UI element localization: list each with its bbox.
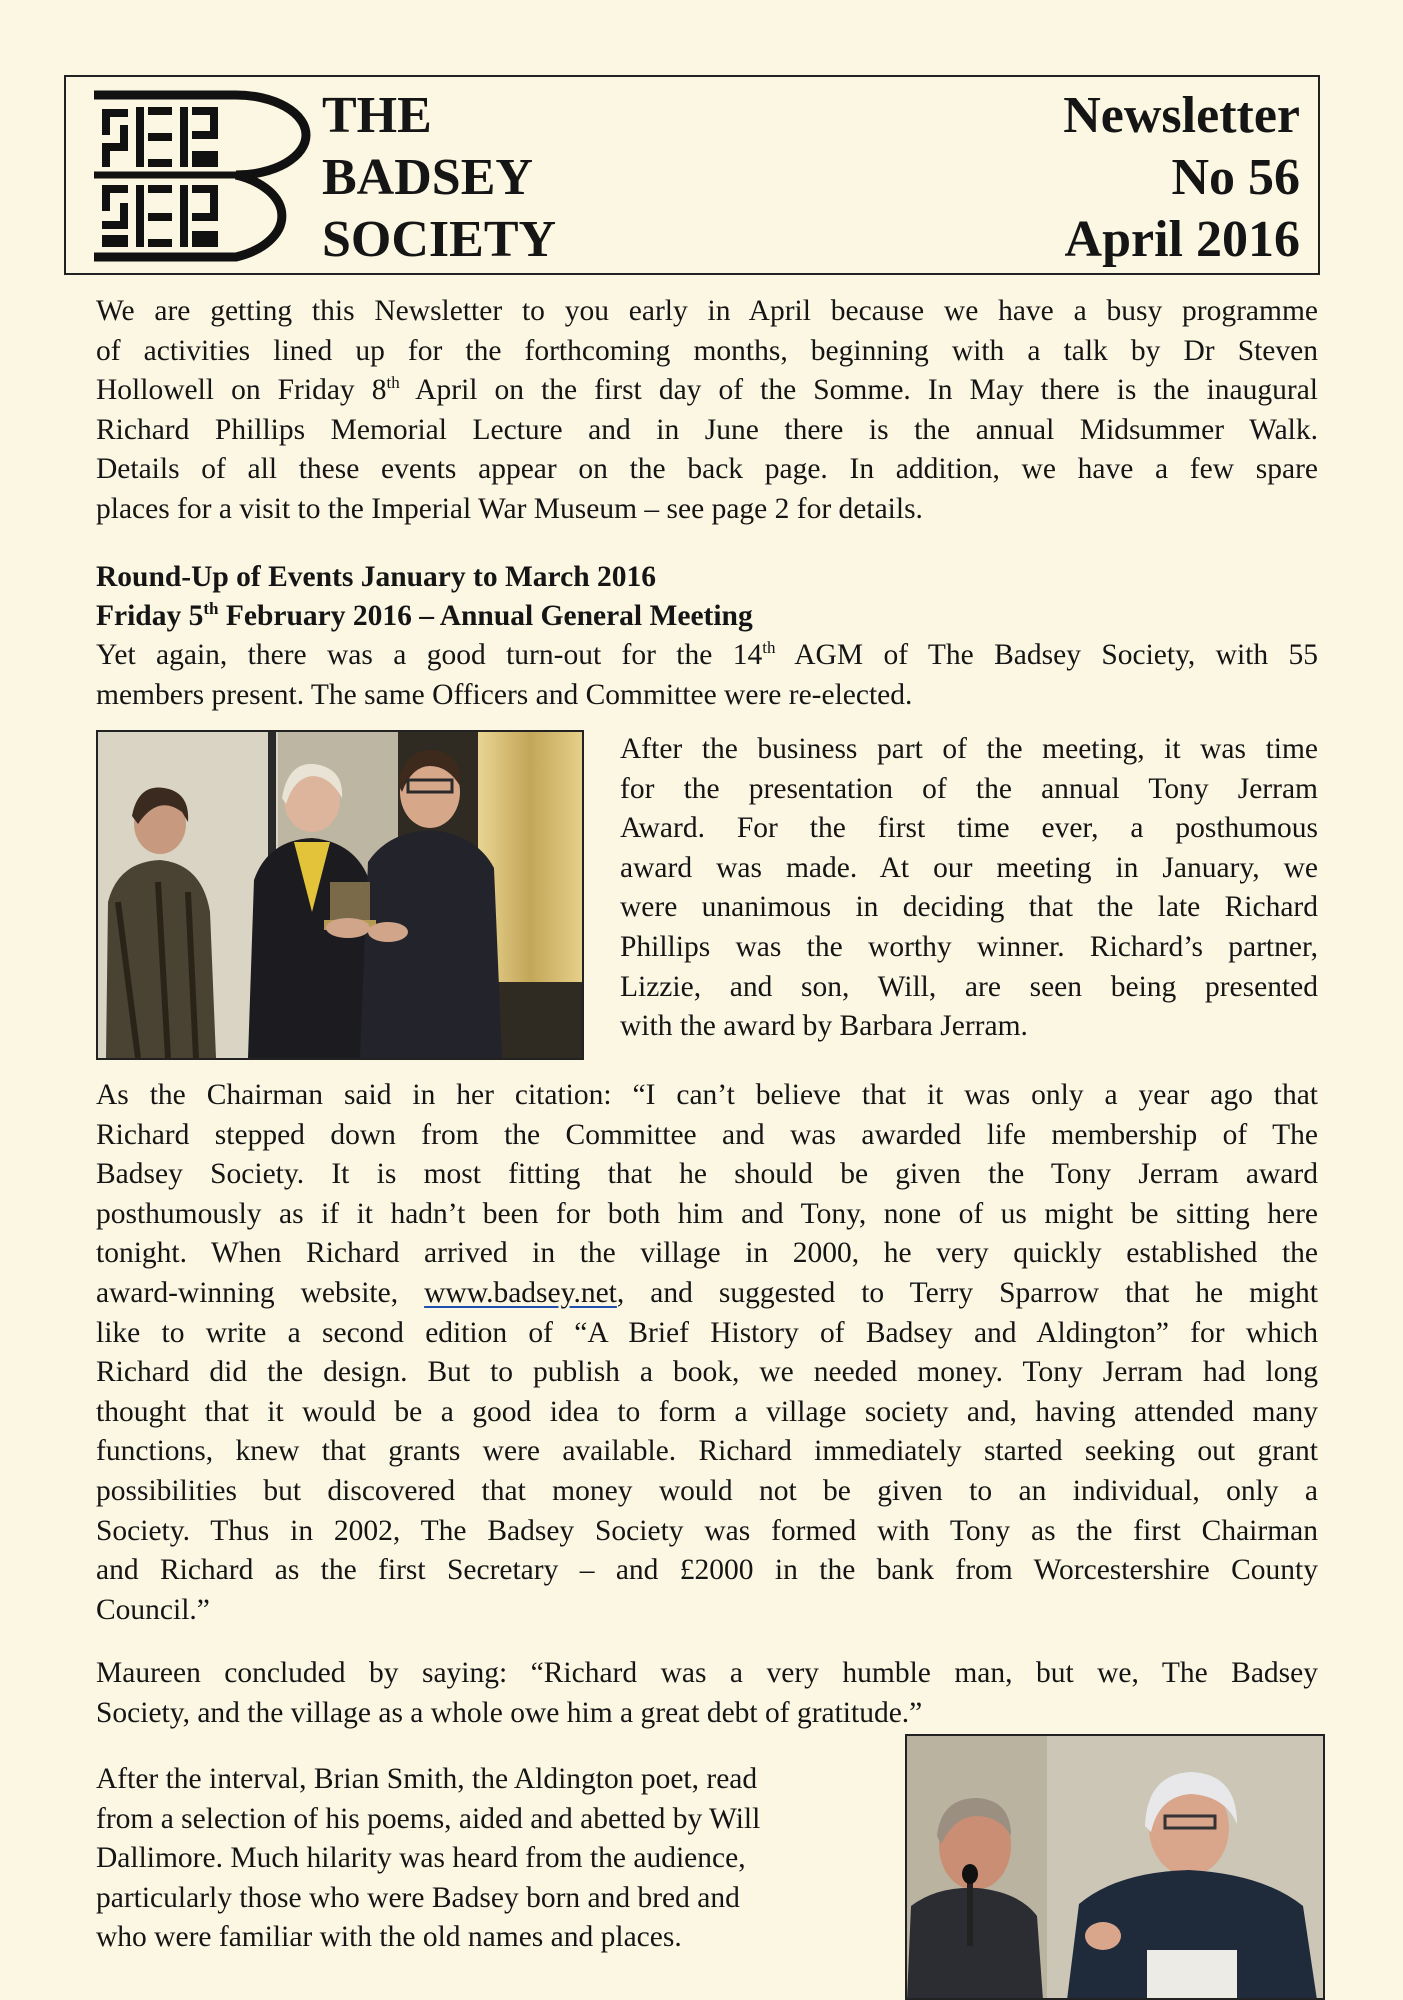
- agm-paragraph: [96, 636, 1318, 715]
- text-line: members present. The same Officers and Committee were re-elected.: [96, 678, 913, 711]
- conclusion-paragraph: [96, 1654, 1318, 1733]
- text-line: award-winning website, www.badsey.net, and suggested to Terry Sparrow that he might: [96, 1276, 1318, 1309]
- website-link[interactable]: www.badsey.net: [424, 1276, 617, 1309]
- text-line: of activities lined up for the forthcoming months, beginning with a talk by Dr Steven: [96, 334, 1318, 367]
- masthead: [64, 75, 1320, 275]
- award-presentation-photo: [96, 730, 584, 1060]
- issue-number: No 56: [1171, 149, 1300, 206]
- section-heading: Round-Up of Events January to March 2016: [96, 561, 656, 593]
- text-line: Dallimore. Much hilarity was heard from the audience,: [96, 1842, 746, 1875]
- award-paragraph: [620, 730, 1318, 1047]
- text-line: were unanimous in deciding that the late Richard: [620, 891, 1318, 924]
- text-line: posthumously as if it hadn’t been for both him and Tony, none of us might be sitting here: [96, 1197, 1318, 1230]
- text-line: Details of all these events appear on the back page. In addition, we have a few spare: [96, 453, 1318, 486]
- text-line: particularly those who were Badsey born and bred and: [96, 1881, 740, 1914]
- society-name-line: SOCIETY: [322, 211, 557, 268]
- text-line: for the presentation of the annual Tony Jerram: [620, 772, 1318, 805]
- event-heading: Friday 5th February 2016 – Annual General Meeting: [96, 599, 753, 632]
- newsletter-label: Newsletter: [1063, 87, 1300, 144]
- text-line: from a selection of his poems, aided and abetted by Will: [96, 1802, 761, 1835]
- text-line: like to write a second edition of “A Brief History of Badsey and Aldington” for which: [96, 1316, 1318, 1349]
- text-line: Lizzie, and son, Will, are seen being presented: [620, 970, 1318, 1003]
- issue-info: [1063, 85, 1300, 271]
- poetry-reading-photo: [905, 1734, 1325, 2000]
- text-line: Maureen concluded by saying: “Richard was a very humble man, but we, The Badsey: [96, 1657, 1318, 1689]
- award-photo-image: [98, 732, 582, 1058]
- text-line: Society, and the village as a whole owe him a great debt of gratitude.”: [96, 1696, 923, 1729]
- text-line: tonight. When Richard arrived in the village in 2000, he very quickly established the: [96, 1237, 1318, 1270]
- interval-paragraph: [96, 1760, 872, 1958]
- intro-paragraph: [96, 292, 1318, 530]
- text-line: Richard stepped down from the Committee and was awarded life membership of The: [96, 1118, 1318, 1151]
- text-line: Hollowell on Friday 8th April on the first day of the Somme. In May there is the inaugural: [96, 373, 1318, 407]
- text-line: Richard Phillips Memorial Lecture and in June there is the annual Midsummer Walk.: [96, 413, 1318, 446]
- society-name-line: BADSEY: [322, 149, 533, 206]
- text-line: Award. For the first time ever, a posthumous: [620, 812, 1318, 845]
- text-line: Phillips was the worthy winner. Richard’s partner,: [620, 930, 1318, 963]
- society-name-line: THE: [322, 87, 432, 144]
- text-line: and Richard as the first Secretary – and £2000 in the bank from Worcestershire County: [96, 1554, 1318, 1587]
- text-line: award was made. At our meeting in January, we: [620, 851, 1318, 884]
- text-line: functions, knew that grants were available. Richard immediately started seeking out grant: [96, 1435, 1318, 1468]
- citation-paragraph: [96, 1076, 1318, 1630]
- text-line: possibilities but discovered that money would not be given to an individual, only a: [96, 1474, 1318, 1507]
- text-line: After the interval, Brian Smith, the Aldington poet, read: [96, 1763, 758, 1795]
- text-line: Yet again, there was a good turn-out for the 14th AGM of The Badsey Society, with 55: [96, 638, 1318, 671]
- society-name: [322, 85, 556, 271]
- text-line: We are getting this Newsletter to you early in April because we have a busy programme: [96, 295, 1318, 327]
- text-line: Richard did the design. But to publish a book, we needed money. Tony Jerram had long: [96, 1356, 1318, 1389]
- text-line: who were familiar with the old names and places.: [96, 1921, 682, 1954]
- text-line: As the Chairman said in her citation: “I can’t believe that it was only a year ago that: [96, 1079, 1318, 1111]
- text-line: with the award by Barbara Jerram.: [620, 1010, 1028, 1043]
- badsey-society-logo: [86, 85, 336, 265]
- text-line: places for a visit to the Imperial War Museum – see page 2 for details.: [96, 492, 923, 525]
- text-line: Society. Thus in 2002, The Badsey Society was formed with Tony as the first Chairman: [96, 1514, 1318, 1547]
- issue-date: April 2016: [1064, 211, 1300, 268]
- text-line: After the business part of the meeting, it was time: [620, 733, 1318, 765]
- text-line: Badsey Society. It is most fitting that he should be given the Tony Jerram award: [96, 1158, 1318, 1191]
- text-line: Council.”: [96, 1593, 210, 1626]
- text-line: thought that it would be a good idea to form a village society and, having attended many: [96, 1395, 1318, 1428]
- poetry-photo-image: [907, 1736, 1323, 2000]
